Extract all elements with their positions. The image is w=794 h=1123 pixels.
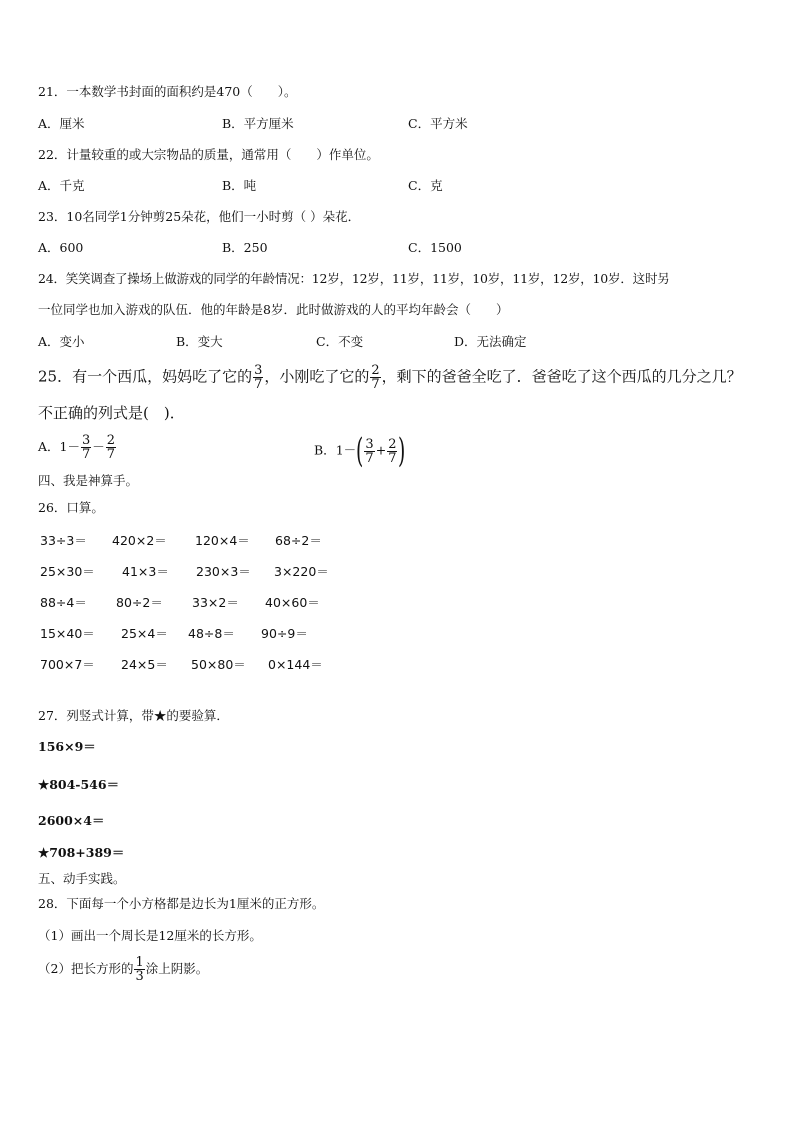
q21-option-b: B．平方厘米 — [222, 116, 294, 131]
q25-question-line1 — [38, 364, 742, 391]
calc-r4c4: 90÷9＝ — [261, 626, 308, 641]
q25-option-b-fraction-1: $\frac{3}{7}$ — [365, 436, 374, 466]
q28-sub1: （1）画出一个周长是12厘米的长方形。 — [38, 928, 262, 943]
q23-option-b: B．250 — [222, 240, 268, 255]
calc-r5c4: 0×144＝ — [268, 657, 323, 672]
calc-r1c3: 120×4＝ — [195, 533, 250, 548]
q21-option-c: C．平方米 — [408, 116, 468, 131]
q25-option-b-fraction-2: $\frac{2}{7}$ — [388, 436, 397, 466]
q28-fraction: $\frac{1}{3}$ — [135, 955, 144, 984]
calc-r4c3: 48÷8＝ — [188, 626, 235, 641]
q28-sub2: （2）把长方形的 $\frac{1}{3}$ 涂上阴影。 — [38, 955, 209, 984]
calc-r5c2: 24×5＝ — [121, 657, 168, 672]
calc-r3c3: 33×2＝ — [192, 595, 239, 610]
q24-option-a: A．变小 — [38, 334, 85, 349]
calc-r3c1: 88÷4＝ — [40, 595, 87, 610]
q24-question-line2: 一位同学也加入游戏的队伍．他的年龄是8岁．此时做游戏的人的平均年龄会（ ） — [38, 302, 509, 317]
q23-option-c: C．1500 — [408, 240, 462, 255]
q25-text-part1: 25．有一个西瓜，妈妈吃了它的 — [38, 367, 253, 386]
q23-question: 23．10名同学1分钟剪25朵花，他们一小时剪（ ）朵花． — [38, 209, 361, 224]
q22-option-a: A．千克 — [38, 178, 85, 193]
q27-item-3: 2600×4＝ — [38, 813, 105, 828]
calc-r2c3: 230×3＝ — [196, 564, 251, 579]
q22-question: 22．计量较重的或大宗物品的质量，通常用（ ）作单位。 — [38, 147, 379, 162]
calc-r1c4: 68÷2＝ — [275, 533, 322, 548]
q24-option-c: C．不变 — [316, 334, 364, 349]
calc-r4c2: 25×4＝ — [121, 626, 168, 641]
q28-title: 28．下面每一个小方格都是边长为1厘米的正方形。 — [38, 896, 325, 911]
q22-option-c: C．克 — [408, 178, 443, 193]
q24-question-line1: 24．笑笑调查了操场上做游戏的同学的年龄情况：12岁，12岁，11岁，11岁，10岁，11岁，12岁，10岁．这时另 — [38, 271, 670, 286]
q25-left-paren: ( — [356, 431, 364, 471]
q27-item-2: ★804-546＝ — [38, 777, 120, 792]
q25-right-paren: ) — [398, 431, 406, 471]
q22-option-b: B．吨 — [222, 178, 257, 193]
calc-r1c2: 420×2＝ — [112, 533, 167, 548]
calc-r5c3: 50×80＝ — [191, 657, 246, 672]
section-5-heading: 五、动手实践。 — [38, 871, 126, 886]
q25-fraction-xiaogang: $\frac{2}{7}$ — [371, 363, 380, 392]
q27-item-1: 156×9＝ — [38, 739, 96, 754]
q23-option-a: A．600 — [38, 240, 84, 255]
calc-r2c2: 41×3＝ — [122, 564, 169, 579]
section-4-heading: 四、我是神算手。 — [38, 473, 139, 488]
calc-r2c4: 3×220＝ — [274, 564, 329, 579]
calc-r4c1: 15×40＝ — [40, 626, 95, 641]
q26-title: 26．口算。 — [38, 500, 104, 515]
q25-question-line2: 不正确的列式是( )． — [38, 404, 185, 422]
q25-option-b: B．1－( $\frac{3}{7}$ + $\frac{2}{7}$ ) — [314, 431, 406, 471]
calc-r3c2: 80÷2＝ — [116, 595, 163, 610]
calc-r5c1: 700×7＝ — [40, 657, 95, 672]
q24-option-b: B．变大 — [176, 334, 223, 349]
calc-r1c1: 33÷3＝ — [40, 533, 87, 548]
q25-fraction-mom: $\frac{3}{7}$ — [254, 363, 263, 392]
q24-option-d: D．无法确定 — [454, 334, 527, 349]
q25-option-a-fraction-1: $\frac{3}{7}$ — [82, 433, 91, 462]
q21-question: 21．一本数学书封面的面积约是470（ ）。 — [38, 84, 297, 99]
q27-title: 27．列竖式计算，带★的要验算． — [38, 708, 229, 723]
calc-r3c4: 40×60＝ — [265, 595, 320, 610]
q25-text-part2: ，小刚吃了它的 — [264, 367, 370, 386]
q27-item-4: ★708+389＝ — [38, 845, 125, 860]
q21-option-a: A．厘米 — [38, 116, 85, 131]
q25-option-a-fraction-2: $\frac{2}{7}$ — [106, 433, 116, 462]
calc-r2c1: 25×30＝ — [40, 564, 95, 579]
q25-text-part3: ，剩下的爸爸全吃了．爸爸吃了这个西瓜的几分之几？ — [381, 367, 742, 386]
q25-option-a: A．1－ $\frac{3}{7}$ － $\frac{2}{7}$ — [38, 433, 116, 462]
